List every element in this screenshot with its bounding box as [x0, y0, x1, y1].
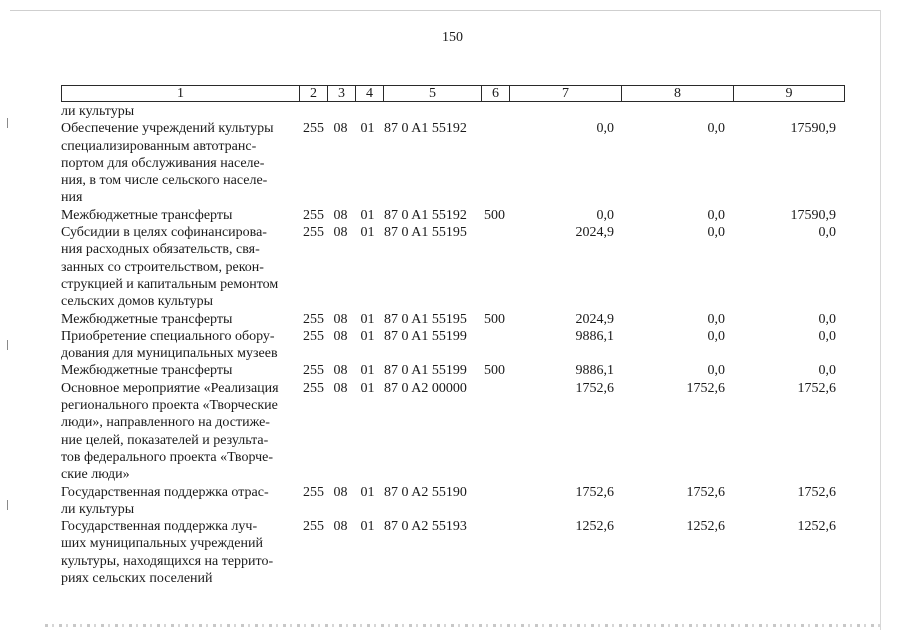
cell-glav: 255 — [303, 363, 324, 379]
cell-razdel: 08 — [333, 121, 348, 137]
cell-podrazdel: 01 — [360, 380, 375, 396]
cell-sum-col9: 0,0 — [818, 311, 836, 327]
cell-sum-col8: 0,0 — [707, 363, 725, 379]
row-name-line: регионального проекта «Творческие — [61, 398, 278, 414]
cell-glav: 255 — [303, 311, 324, 327]
page-number: 150 — [442, 30, 463, 45]
row-name-line: Основное мероприятие «Реализация — [61, 380, 279, 396]
header-col-1: 1 — [62, 86, 300, 102]
row-name-line: ние целей, показателей и результа- — [61, 432, 269, 448]
scan-frame-top — [10, 10, 880, 11]
row-name — [61, 380, 300, 484]
cell-razdel: 08 — [333, 484, 348, 500]
cell-podrazdel: 01 — [360, 363, 375, 379]
cell-razdel: 08 — [333, 380, 348, 396]
table-row — [61, 311, 851, 328]
cell-glav: 255 — [303, 380, 324, 396]
row-name-line: струкцией и капитальным ремонтом — [61, 276, 279, 292]
cell-glav: 255 — [303, 519, 324, 535]
cell-target-article: 87 0 A1 55199 — [384, 363, 467, 379]
cell-podrazdel: 01 — [360, 121, 375, 137]
continuation-row — [61, 103, 851, 120]
cell-glav: 255 — [303, 484, 324, 500]
cell-sum-col7: 2024,9 — [575, 311, 614, 327]
header-col-3: 3 — [328, 86, 356, 102]
table-row — [61, 362, 851, 379]
table-row — [61, 380, 851, 484]
cell-sum-col8: 0,0 — [707, 225, 725, 241]
cell-sum-col7: 1752,6 — [575, 484, 614, 500]
cell-sum-col9: 17590,9 — [790, 121, 836, 137]
cell-sum-col8: 0,0 — [707, 311, 725, 327]
cell-sum-col8: 1252,6 — [686, 519, 725, 535]
row-name — [61, 120, 300, 206]
cell-sum-col7: 9886,1 — [575, 363, 614, 379]
row-name-line: сельских домов культуры — [61, 294, 213, 310]
cell-sum-col8: 1752,6 — [686, 484, 725, 500]
table-row — [61, 224, 851, 310]
row-name — [61, 484, 300, 519]
cell-podrazdel: 01 — [360, 225, 375, 241]
cell-expense-type: 500 — [484, 311, 505, 327]
cell-target-article: 87 0 A1 55192 — [384, 207, 467, 223]
row-name-line: тов федерального проекта «Творче- — [61, 449, 274, 465]
row-name-line: ния — [61, 190, 83, 206]
cell-podrazdel: 01 — [360, 328, 375, 344]
cell-sum-col8: 0,0 — [707, 207, 725, 223]
row-name-line: Межбюджетные трансферты — [61, 311, 233, 327]
row-name-line: Приобретение специального обору- — [61, 328, 275, 344]
row-name-line: люди», направленного на достиже- — [61, 415, 270, 431]
row-name-line: ские люди» — [61, 467, 130, 483]
cell-target-article: 87 0 A2 00000 — [384, 380, 467, 396]
table-row — [61, 328, 851, 363]
cell-sum-col7: 9886,1 — [575, 328, 614, 344]
cell-podrazdel: 01 — [360, 519, 375, 535]
row-name-line: Субсидии в целях софинансирова- — [61, 225, 267, 241]
cell-target-article: 87 0 A2 55193 — [384, 519, 467, 535]
cell-razdel: 08 — [333, 311, 348, 327]
cell-sum-col9: 1252,6 — [797, 519, 836, 535]
header-col-4: 4 — [356, 86, 384, 102]
row-name-line: специализированным автотранс- — [61, 138, 257, 154]
row-name — [61, 224, 300, 310]
row-name-line: Межбюджетные трансферты — [61, 207, 233, 223]
row-name — [61, 362, 300, 379]
scan-frame-right — [880, 10, 881, 630]
row-name-line: ния расходных обязательств, свя- — [61, 242, 260, 258]
table-row — [61, 120, 851, 206]
cell-razdel: 08 — [333, 225, 348, 241]
cell-target-article: 87 0 A1 55192 — [384, 121, 467, 137]
budget-table-body — [61, 103, 851, 587]
cell-sum-col9: 1752,6 — [797, 380, 836, 396]
row-name-line: Государственная поддержка отрас- — [61, 484, 269, 500]
cell-glav: 255 — [303, 328, 324, 344]
row-name — [61, 311, 300, 328]
cell-razdel: 08 — [333, 328, 348, 344]
cell-sum-col7: 1252,6 — [575, 519, 614, 535]
cell-razdel: 08 — [333, 207, 348, 223]
cell-podrazdel: 01 — [360, 207, 375, 223]
row-name-line: Государственная поддержка луч- — [61, 519, 258, 535]
cell-sum-col7: 0,0 — [596, 121, 614, 137]
row-name — [61, 207, 300, 224]
row-name-line: портом для обслуживания населе- — [61, 155, 265, 171]
cell-target-article: 87 0 A1 55195 — [384, 311, 467, 327]
cell-sum-col9: 0,0 — [818, 225, 836, 241]
cell-target-article: 87 0 A1 55199 — [384, 328, 467, 344]
cell-sum-col8: 0,0 — [707, 328, 725, 344]
margin-mark — [7, 500, 8, 510]
cell-sum-col9: 1752,6 — [797, 484, 836, 500]
scan-noise — [45, 624, 880, 627]
header-row — [62, 86, 845, 102]
cell-podrazdel: 01 — [360, 311, 375, 327]
header-col-5: 5 — [384, 86, 482, 102]
cell-glav: 255 — [303, 207, 324, 223]
margin-mark — [7, 340, 8, 350]
cell-sum-col8: 1752,6 — [686, 380, 725, 396]
row-name-line: культуры, находящихся на террито- — [61, 553, 274, 569]
header-col-7: 7 — [510, 86, 622, 102]
row-name-line: дования для муниципальных музеев — [61, 346, 278, 362]
cell-target-article: 87 0 A2 55190 — [384, 484, 467, 500]
row-name-line: занных со строительством, рекон- — [61, 259, 264, 275]
cell-sum-col8: 0,0 — [707, 121, 725, 137]
header-col-8: 8 — [622, 86, 734, 102]
row-name-line: Обеспечение учреждений культуры — [61, 121, 274, 137]
row-name-line: ния, в том числе сельского населе- — [61, 173, 268, 189]
cell-sum-col9: 0,0 — [818, 363, 836, 379]
cell-expense-type: 500 — [484, 363, 505, 379]
cell-razdel: 08 — [333, 519, 348, 535]
cell-glav: 255 — [303, 121, 324, 137]
cell-razdel: 08 — [333, 363, 348, 379]
margin-mark — [7, 118, 8, 128]
cell-podrazdel: 01 — [360, 484, 375, 500]
cell-sum-col7: 1752,6 — [575, 380, 614, 396]
cell-sum-col9: 17590,9 — [790, 207, 836, 223]
cell-glav: 255 — [303, 225, 324, 241]
row-name — [61, 518, 300, 587]
row-name-line: Межбюджетные трансферты — [61, 363, 233, 379]
cell-target-article: 87 0 A1 55195 — [384, 225, 467, 241]
table-row — [61, 207, 851, 224]
header-col-2: 2 — [300, 86, 328, 102]
row-name — [61, 328, 300, 363]
cell-sum-col9: 0,0 — [818, 328, 836, 344]
table-row — [61, 518, 851, 587]
row-name-line: риях сельских поселений — [61, 571, 213, 587]
continuation-text: ли культуры — [61, 104, 135, 119]
header-col-6: 6 — [482, 86, 510, 102]
cell-sum-col7: 2024,9 — [575, 225, 614, 241]
row-name-line: ших муниципальных учреждений — [61, 536, 263, 552]
cell-sum-col7: 0,0 — [596, 207, 614, 223]
table-row — [61, 484, 851, 519]
header-col-9: 9 — [734, 86, 845, 102]
cell-expense-type: 500 — [484, 207, 505, 223]
row-name-line: ли культуры — [61, 501, 135, 517]
column-number-header — [61, 85, 845, 102]
